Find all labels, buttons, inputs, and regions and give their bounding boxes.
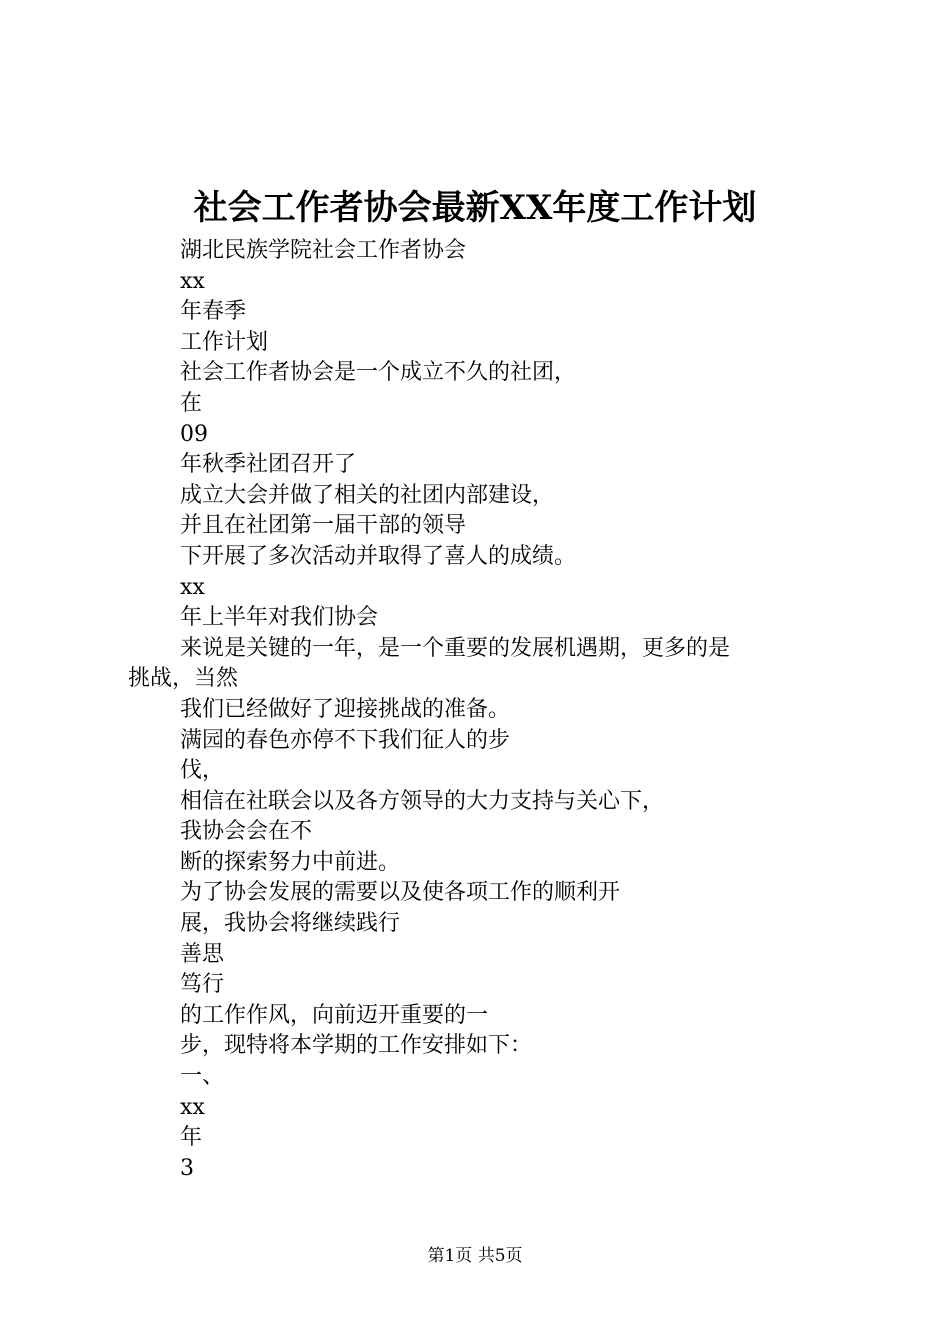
body-line: 断的探索努力中前进。: [180, 849, 401, 875]
body-line: 湖北民族学院社会工作者协会: [180, 238, 467, 263]
body-line: 年上半年对我们协会: [180, 605, 379, 631]
body-line: 一、: [180, 1064, 225, 1090]
body-line: 下开展了多次活动并取得了喜人的成绩。: [180, 543, 577, 569]
body-line: 在: [180, 390, 203, 416]
body-line: xx: [180, 1094, 205, 1120]
document-title: 社会工作者协会最新XX年度工作计划: [193, 188, 757, 228]
document-body: [128, 236, 840, 1184]
body-line: 社会工作者协会是一个成立不久的社团，: [180, 360, 577, 386]
body-line: 为了协会发展的需要以及使各项工作的顺利开: [180, 880, 621, 906]
body-line: 笃行: [180, 972, 225, 998]
body-line: 伐，: [180, 758, 225, 784]
body-line: 年秋季社团召开了: [180, 452, 357, 478]
body-line: 展，我协会将继续践行: [180, 911, 401, 937]
body-line: 工作计划: [180, 329, 269, 355]
body-line: xx: [180, 574, 205, 600]
body-line: 年春季: [180, 299, 247, 325]
body-line: 满园的春色亦停不下我们征人的步: [180, 727, 511, 753]
page-footer: 第1页 共5页: [427, 1246, 523, 1266]
body-line: xx: [180, 268, 205, 294]
body-line: 09: [180, 421, 208, 447]
body-line: 相信在社联会以及各方领导的大力支持与关心下，: [180, 788, 665, 814]
body-line: 并且在社团第一届干部的领导: [180, 513, 467, 539]
body-line: 成立大会并做了相关的社团内部建设，: [180, 482, 555, 508]
body-line: 步，现特将本学期的工作安排如下：: [180, 1033, 533, 1059]
body-line: 3: [180, 1155, 194, 1181]
body-line: 我协会会在不: [180, 819, 313, 845]
body-line: 的工作作风，向前迈开重要的一: [180, 1002, 489, 1028]
body-line: 我们已经做好了迎接挑战的准备。: [180, 696, 511, 722]
body-line: 善思: [180, 941, 225, 967]
body-line: 挑战，当然: [128, 666, 239, 692]
body-line: 年: [180, 1125, 203, 1151]
body-line: 来说是关键的一年，是一个重要的发展机遇期，更多的是: [180, 635, 731, 661]
